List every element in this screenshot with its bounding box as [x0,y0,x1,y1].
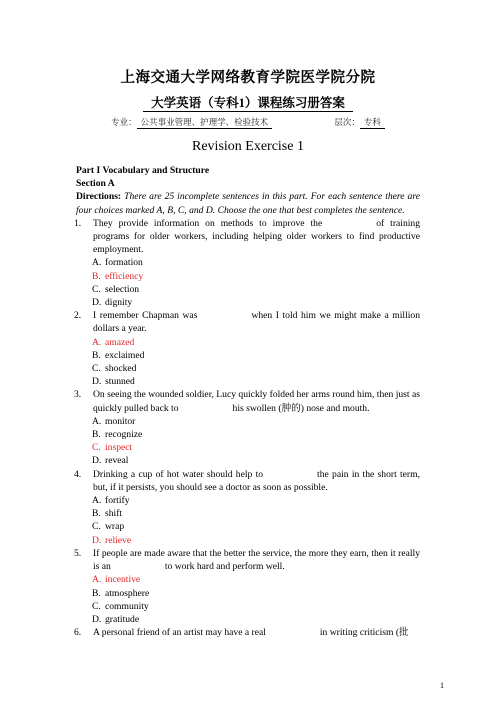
part-heading: Part I Vocabulary and Structure [76,165,210,176]
option-text: amazed [105,336,135,348]
question-text-after: when I told him we might make a million dollars a year. [93,310,421,335]
option-text: shocked [105,363,137,375]
course-title-text: 大学英语（专科1）课程练习册答案 [143,96,353,112]
option-text: stunned [105,376,135,388]
question-item [76,309,420,335]
section-heading: Section A [76,178,115,190]
major-value: 公共事业管理、护理学、检验技术 [137,117,273,129]
option-letter: C. [92,363,101,375]
major-label: 专业： [111,117,137,127]
option-letter: B. [92,587,101,599]
question-item [76,217,420,257]
directions [76,190,420,216]
question-text-before: They provide information on methods to improve the [93,217,323,229]
level-label: 层次： [334,117,360,127]
directions-text: There are 25 incomplete sentences in this part. For each sentence there are four choices marked A, B, C, and D. Choose the one that best completes the sentence. [76,191,420,216]
option-letter: D. [92,455,102,467]
option-text: monitor [105,415,136,427]
question-number: 1. [74,217,82,229]
answer-option [76,587,420,600]
option-text: formation [105,257,143,269]
question-number: 3. [74,389,82,401]
answer-option-correct [76,573,420,586]
answer-option [76,613,420,626]
option-letter: C. [92,442,101,454]
school-header: 上海交通大学网络教育学院医学院分院 [120,70,376,86]
option-text: selection [105,283,140,295]
question-item [76,547,420,573]
option-letter: B. [92,270,101,282]
option-letter: A. [92,257,102,269]
option-text: community [105,600,149,612]
option-letter: D. [92,534,102,546]
answer-option-correct [76,441,420,454]
answer-option [76,256,420,269]
option-letter: B. [92,508,101,520]
option-letter: A. [92,415,102,427]
question-text-before: Drinking a cup of hot water should help to [93,468,264,480]
option-text: gratitude [105,613,140,625]
answer-option [76,296,420,309]
option-text: dignity [105,297,133,309]
answer-option [76,415,420,428]
question-item [76,388,420,414]
answer-option-correct [76,336,420,349]
answer-option [76,520,420,533]
question-text-after: to work hard and perform well. [164,561,285,573]
answer-option-correct [76,534,420,547]
question-text-after: his swollen (肿的) nose and mouth. [232,402,370,414]
question-text-after: the pain in the short term, but, if it persists, you should see a doctor as soon as possible. [93,468,420,493]
exercise-content [76,164,420,639]
option-text: efficiency [105,270,144,282]
option-text: relieve [105,534,132,546]
question-text-before: On seeing the wounded soldier, Lucy quickly folded her arms round him, then just as quickly pulled back to [93,389,420,414]
option-letter: C. [92,521,101,533]
question-text-before: If people are made aware that the better the service, the more they earn, then it really is an [93,547,420,573]
option-letter: D. [92,297,102,309]
answer-option [76,349,420,362]
answer-option [76,600,420,613]
answer-option [76,507,420,520]
option-text: shift [105,508,123,520]
question-text-before: I remember Chapman was [93,310,198,322]
option-letter: D. [92,376,102,388]
page-number: 1 [440,681,444,690]
answer-option [76,362,420,375]
option-text: recognize [105,429,143,441]
answer-option [76,375,420,388]
question-number: 6. [74,627,82,639]
option-text: fortify [105,495,130,507]
question-number: 5. [74,547,82,559]
option-text: exclaimed [105,349,145,361]
option-text: atmosphere [105,587,150,599]
option-letter: D. [92,613,102,625]
question-text-after: of training programs for older workers, including helping older workers to find productive employment. [93,217,420,256]
option-letter: C. [92,283,101,295]
level-value: 专科 [360,117,385,129]
answer-option-correct [76,270,420,283]
option-letter: A. [92,574,102,586]
option-letter: C. [92,600,101,612]
option-text: reveal [105,455,129,467]
course-title [0,93,496,111]
option-letter: B. [92,429,101,441]
option-letter: A. [92,495,102,507]
question-number: 2. [74,310,82,322]
question-number: 4. [74,468,82,480]
option-text: inspect [105,442,133,454]
answer-option [76,494,420,507]
meta-line [0,116,496,128]
question-item [76,468,420,494]
answer-option [76,454,420,467]
option-letter: B. [92,349,101,361]
option-text: wrap [105,521,125,533]
exercise-title: Revision Exercise 1 [192,139,304,154]
question-list [76,217,420,640]
question-item [76,626,420,639]
answer-option [76,428,420,441]
option-letter: A. [92,336,102,348]
answer-option [76,283,420,296]
directions-label: Directions: [76,191,122,203]
option-text: incentive [105,574,141,586]
question-text-after: in writing criticism (批 [319,627,409,639]
question-text-before: A personal friend of an artist may have a real [93,627,266,639]
